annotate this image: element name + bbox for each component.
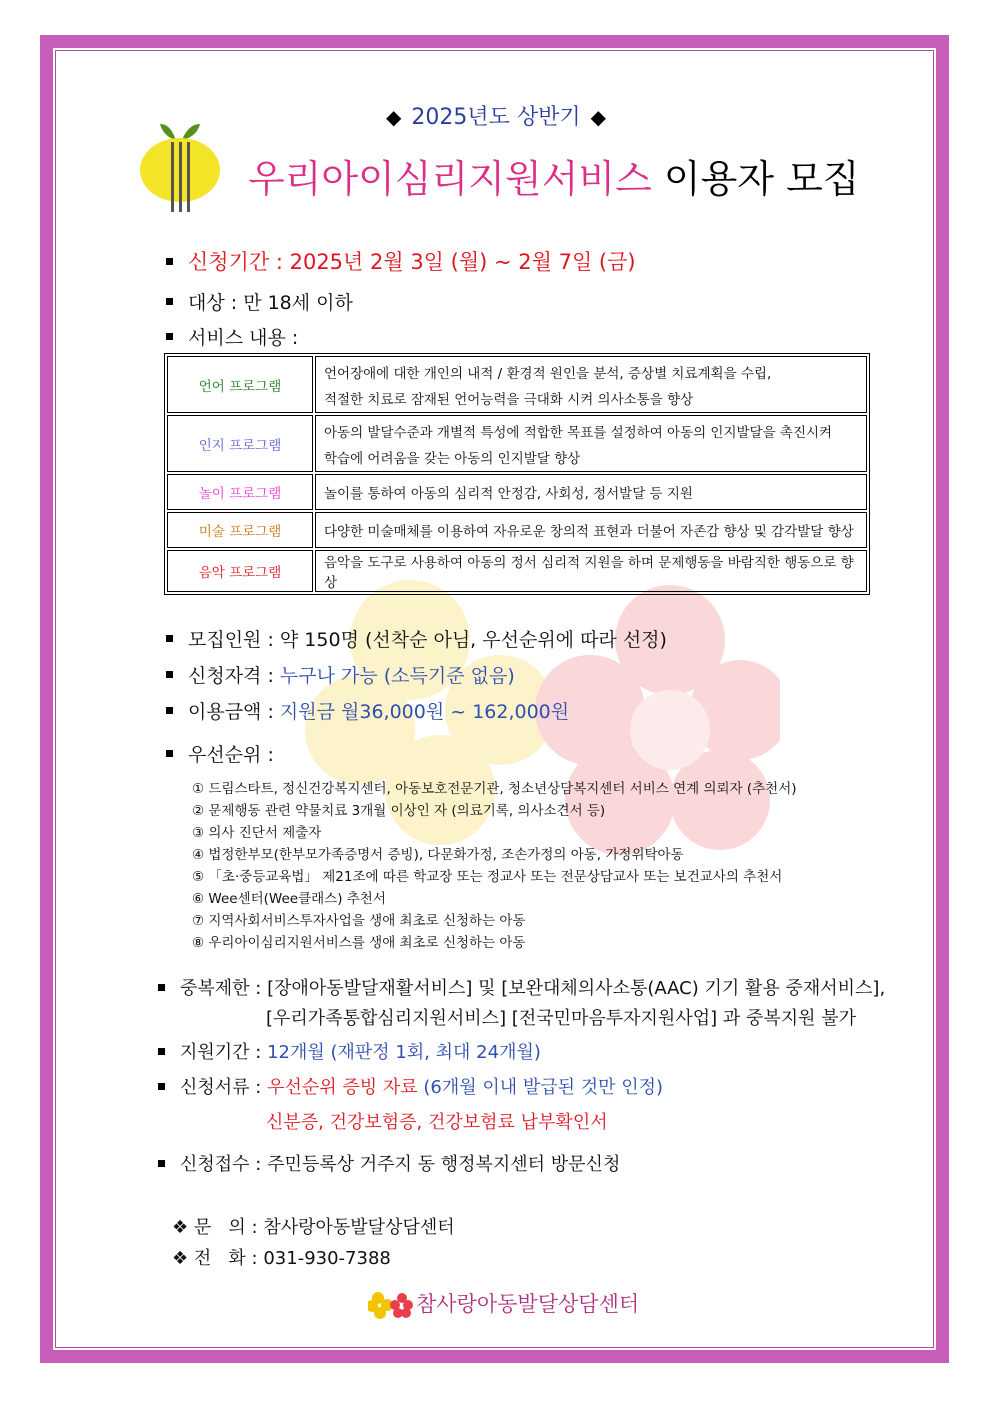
program-desc: 음악을 도구로 사용하여 아동의 정서 심리적 지원을 하며 문제행동을 바람직한 행동으로 향상 [315,550,867,592]
program-desc: 언어장애에 대한 개인의 내적 / 환경적 원인을 분석, 증상별 치료계획을 수립, 적절한 치료로 잠재된 언어능력을 극대화 시켜 의사소통을 향상 [315,356,867,413]
page-title: 우리아이심리지원서비스 이용자 모집 [248,157,860,201]
inquiry: ❖ 문 의 : 참사랑아동발달상담센터 [172,1217,455,1238]
program-desc: 다양한 미술매체를 이용하여 자유로운 창의적 표현과 더불어 자존감 향상 및 감각발달 향상 [315,512,867,548]
footer-org-logo: 참사랑아동발달상담센터 [368,1288,639,1320]
priority-item: ④ 법정한부모(한부모가족증명서 증빙), 다문화가정, 조손가정의 아동, 가정위탁아동 [192,847,684,863]
program-desc: 놀이를 통하여 아동의 심리적 안정감, 사회성, 정서발달 등 지원 [315,474,867,510]
phone: ❖ 전 화 : 031-930-7388 [172,1248,391,1269]
priority-heading: 우선순위 : [166,740,274,767]
support-period: 지원기간 : 12개월 (재판정 1회, 최대 24개월) [158,1038,541,1064]
reception: 신청접수 : 주민등록상 거주지 동 행정복지센터 방문신청 [158,1150,620,1176]
recruit: 모집인원 : 약 150명 (선착순 아님, 우선순위에 따라 선정) [166,625,667,652]
table-row [167,415,867,472]
program-desc: 아동의 발달수준과 개별적 특성에 적합한 목표를 설정하여 아동의 인지발달을 촉진시켜 학습에 어려움을 갖는 아동의 인지발달 향상 [315,415,867,472]
priority-item: ① 드림스타트, 정신건강복지센터, 아동보호전문기관, 청소년상담복지센터 서비스 연계 의뢰자 (추천서) [192,781,797,797]
table-row [167,512,867,548]
priority-item: ⑤ 「초·중등교육법」 제21조에 따른 학교장 또는 정교사 또는 전문상담교사 또는 보건교사의 추천서 [192,869,783,885]
priority-item: ⑧ 우리아이심리지원서비스를 생애 최초로 신청하는 아동 [192,935,526,951]
program-name: 놀이 프로그램 [167,474,313,510]
documents: 신청서류 : 우선순위 증빙 자료 (6개월 이내 발급된 것만 인정) [158,1073,663,1099]
subtitle: ◆ 2025년도 상반기 ◆ [385,105,607,130]
documents-cont: 신분증, 건강보험증, 건강보험료 납부확인서 [266,1112,608,1133]
duplicate-limit: 중복제한 : [장애아동발달재활서비스] 및 [보완대체의사소통(AAC) 기기 활용 중재서비스], [158,974,885,1000]
priority-item: ⑥ Wee센터(Wee클래스) 추천서 [192,891,386,907]
table-row [167,474,867,510]
priority-item: ⑦ 지역사회서비스투자사업을 생애 최초로 신청하는 아동 [192,913,526,929]
fee: 이용금액 : 지원금 월36,000원 ~ 162,000원 [166,697,569,724]
program-table [164,353,870,595]
program-name: 음악 프로그램 [167,550,313,592]
target: 대상 : 만 18세 이하 [166,288,353,315]
apply-period: 신청기간 : 2025년 2월 3일 (월) ~ 2월 7일 (금) [166,246,636,276]
priority-item: ③ 의사 진단서 제출자 [192,825,322,841]
service-heading: 서비스 내용 : [166,323,298,350]
diamond-bullet-icon: ❖ [172,1217,189,1238]
priority-item: ② 문제행동 관련 약물치료 3개월 이상인 자 (의료기록, 의사소견서 등) [192,803,606,819]
program-name: 인지 프로그램 [167,415,313,472]
bee-logo-icon [138,118,222,214]
table-row [167,550,867,592]
table-row [167,356,867,413]
flower-icon [368,1290,414,1320]
program-name: 언어 프로그램 [167,356,313,413]
program-name: 미술 프로그램 [167,512,313,548]
duplicate-limit-cont: [우리가족통합심리지원서비스] [전국민마음투자지원사업] 과 중복지원 불가 [266,1008,857,1029]
diamond-bullet-icon: ❖ [172,1248,189,1269]
eligibility: 신청자격 : 누구나 가능 (소득기준 없음) [166,661,515,688]
